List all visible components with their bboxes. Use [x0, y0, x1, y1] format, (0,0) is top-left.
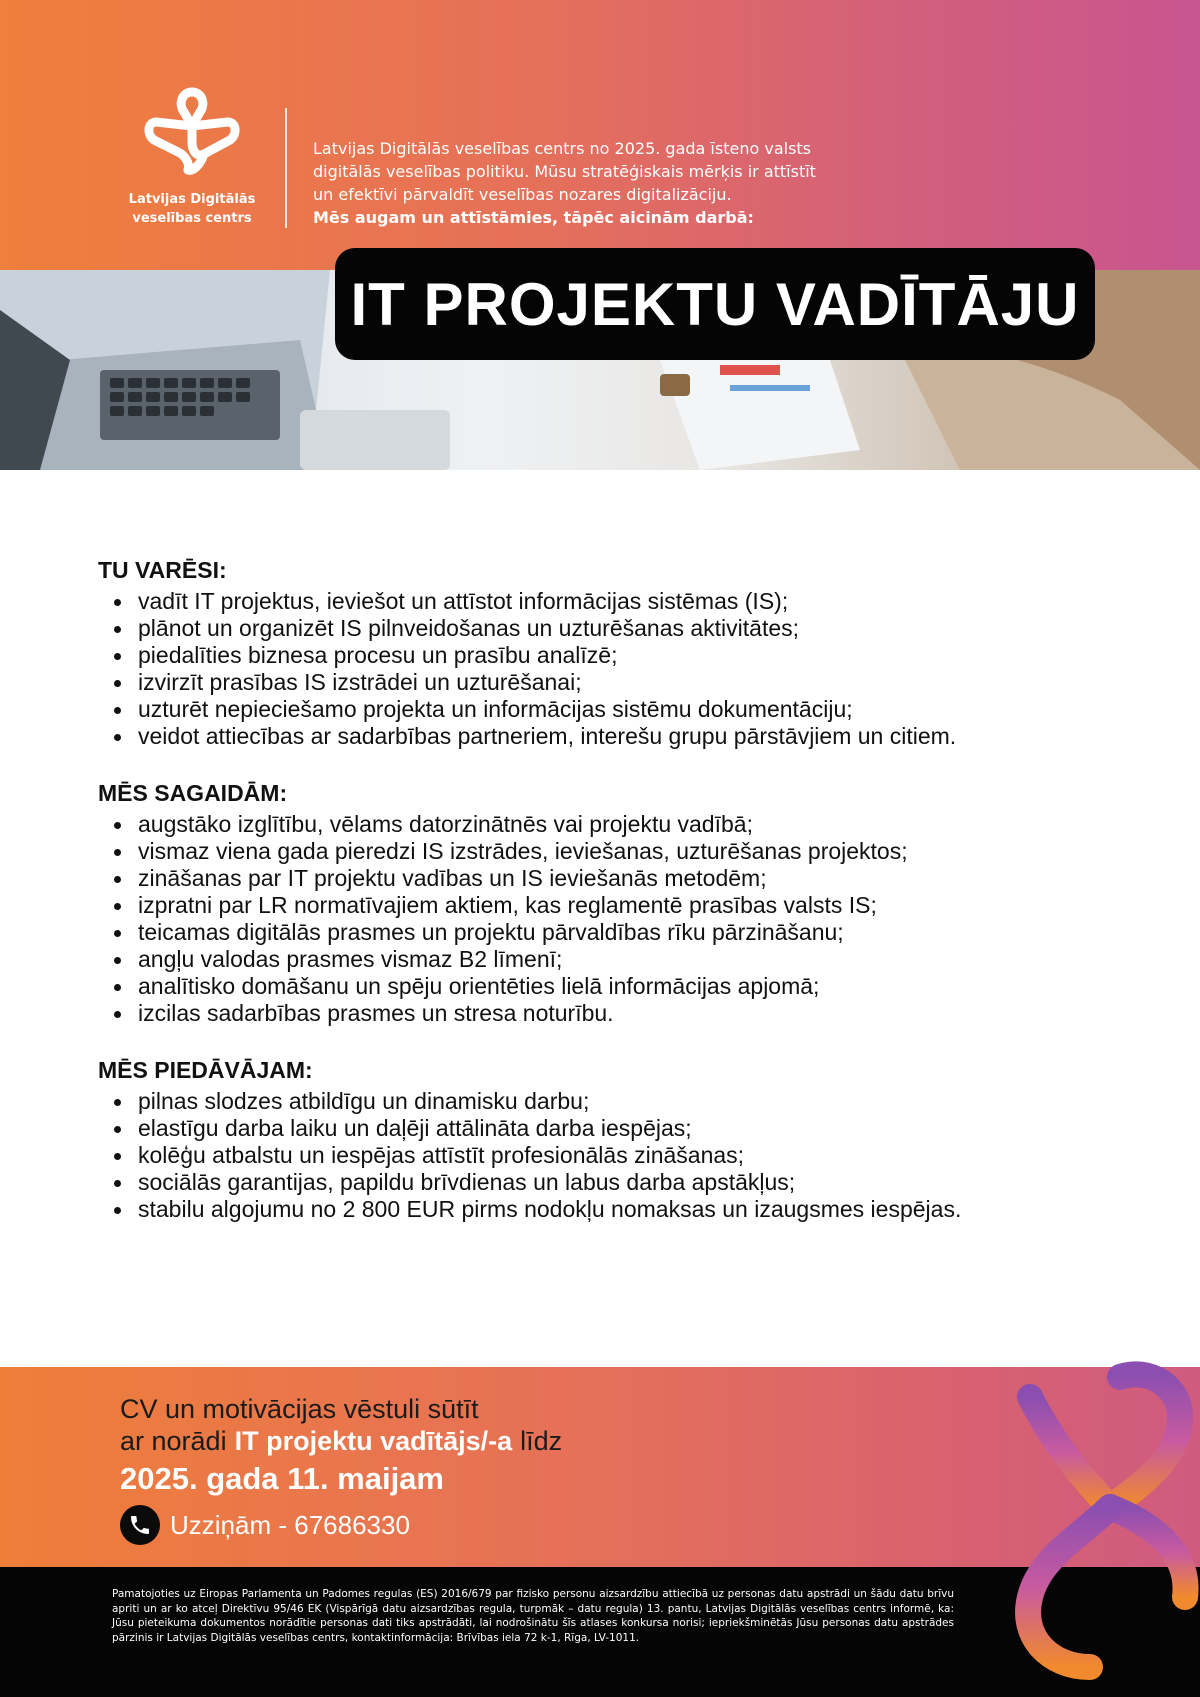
application-deadline: 2025. gada 11. maijam: [120, 1461, 444, 1496]
phone-icon: [120, 1505, 160, 1545]
section-responsibilities: [98, 556, 1118, 750]
cta-position-name: IT projektu vadītājs/-a: [234, 1426, 513, 1456]
section-heading: MĒS PIEDĀVĀJAM:: [98, 1057, 313, 1083]
privacy-notice-text: Pamatojoties uz Eiropas Parlamenta un Padomes regulas (ES) 2016/679 par fizisko personu aizsardzību attiecībā uz personas datu apstrādi un šādu datu brīvu apriti un ar ko atceļ Direktīvu 95/46 EK (Vispārīgā datu aizsardzības regula, turpmāk – datu regula) 13. pantu, Latvijas Digitālās veselības centrs informē, ka: Jūsu pieteikuma dokumentos norādītie personas dati tiks apstrādāti, lai nodrošinātu šīs atlases konkursa norisi; iepriekšminētās Jūsu personas datu apstrādes pārzinis ir Latvijas Digitālās veselības centrs, kontaktinformācija: Brīvības iela 72 k-1, Rīga, LV-1011.: [112, 1588, 954, 1644]
list-item: elastīgu darba laiku un daļēji attālināta darba iespējas;: [98, 1115, 1118, 1142]
job-description: [98, 556, 1118, 1252]
intro-line-2: digitālās veselības politiku. Mūsu stratēģiskais mērķis ir attīstīt: [313, 162, 816, 181]
header-banner: [0, 0, 1200, 270]
section-offer: [98, 1056, 1118, 1223]
list-item: zināšanas par IT projektu vadības un IS ieviešanās metodēm;: [98, 865, 1118, 892]
list-item: angļu valodas prasmes vismaz B2 līmenī;: [98, 946, 1118, 973]
list-item: augstāko izglītību, vēlams datorzinātnēs vai projektu vadībā;: [98, 811, 1118, 838]
logo-text-line2: veselības centrs: [132, 211, 252, 226]
list-item: stabilu algojumu no 2 800 EUR pirms nodokļu nomaksas un izaugsmes iespējas.: [98, 1196, 1118, 1223]
list-item: vismaz viena gada pieredzi IS izstrādes, ieviešanas, uzturēšanas projektos;: [98, 838, 1118, 865]
logo-star-icon: [144, 82, 240, 178]
job-title-banner: [335, 248, 1095, 360]
cta-line2-prefix: ar norādi: [120, 1426, 227, 1456]
section-heading: TU VARĒSI:: [98, 557, 227, 583]
list-item: kolēģu atbalstu un iespējas attīstīt profesionālās zināšanas;: [98, 1142, 1118, 1169]
header-divider: [285, 108, 287, 228]
list-item: veidot attiecības ar sadarbības partneriem, interešu grupu pārstāvjiem un citiem.: [98, 723, 1118, 750]
logo-text-line1: Latvijas Digitālās: [128, 192, 256, 207]
decorative-star-icon: [990, 1357, 1200, 1697]
job-title: IT PROJEKTU VADĪTĀJU: [350, 270, 1080, 338]
section-heading: MĒS SAGAIDĀM:: [98, 780, 288, 806]
cta-line-2: [120, 1425, 562, 1457]
intro-line-3: un efektīvi pārvaldīt veselības nozares digitalizāciju.: [313, 185, 732, 204]
list-item: analītisko domāšanu un spēju orientēties lielā informācijas apjomā;: [98, 973, 1118, 1000]
org-logo: [118, 82, 266, 228]
list-item: piedalīties biznesa procesu un prasību analīzē;: [98, 642, 1118, 669]
list-item: pilnas slodzes atbildīgu un dinamisku darbu;: [98, 1088, 1118, 1115]
list-item: uzturēt nepieciešamo projekta un informācijas sistēmu dokumentāciju;: [98, 696, 1118, 723]
phone-text: Uzziņām - 67686330: [170, 1509, 410, 1540]
list-item: izpratni par LR normatīvajiem aktiem, kas reglamentē prasības valsts IS;: [98, 892, 1118, 919]
intro-invitation: Mēs augam un attīstāmies, tāpēc aicinām darbā:: [313, 208, 754, 227]
cta-line-1: CV un motivācijas vēstuli sūtīt: [120, 1394, 479, 1424]
intro-line-1: Latvijas Digitālās veselības centrs no 2025. gada īsteno valsts: [313, 139, 812, 158]
list-item: teicamas digitālās prasmes un projektu pārvaldības rīku pārzināšanu;: [98, 919, 1118, 946]
header-intro: [313, 137, 883, 229]
list-item: vadīt IT projektus, ieviešot un attīstot informācijas sistēmas (IS);: [98, 588, 1118, 615]
list-item: izvirzīt prasības IS izstrādei un uzturēšanai;: [98, 669, 1118, 696]
contact-phone: [120, 1505, 410, 1545]
list-item: plānot un organizēt IS pilnveidošanas un uzturēšanas aktivitātes;: [98, 615, 1118, 642]
list-item: sociālās garantijas, papildu brīvdienas un labus darba apstākļus;: [98, 1169, 1118, 1196]
cta-line2-suffix: līdz: [520, 1426, 563, 1456]
section-requirements: [98, 779, 1118, 1027]
list-item: izcilas sadarbības prasmes un stresa noturību.: [98, 1000, 1118, 1027]
